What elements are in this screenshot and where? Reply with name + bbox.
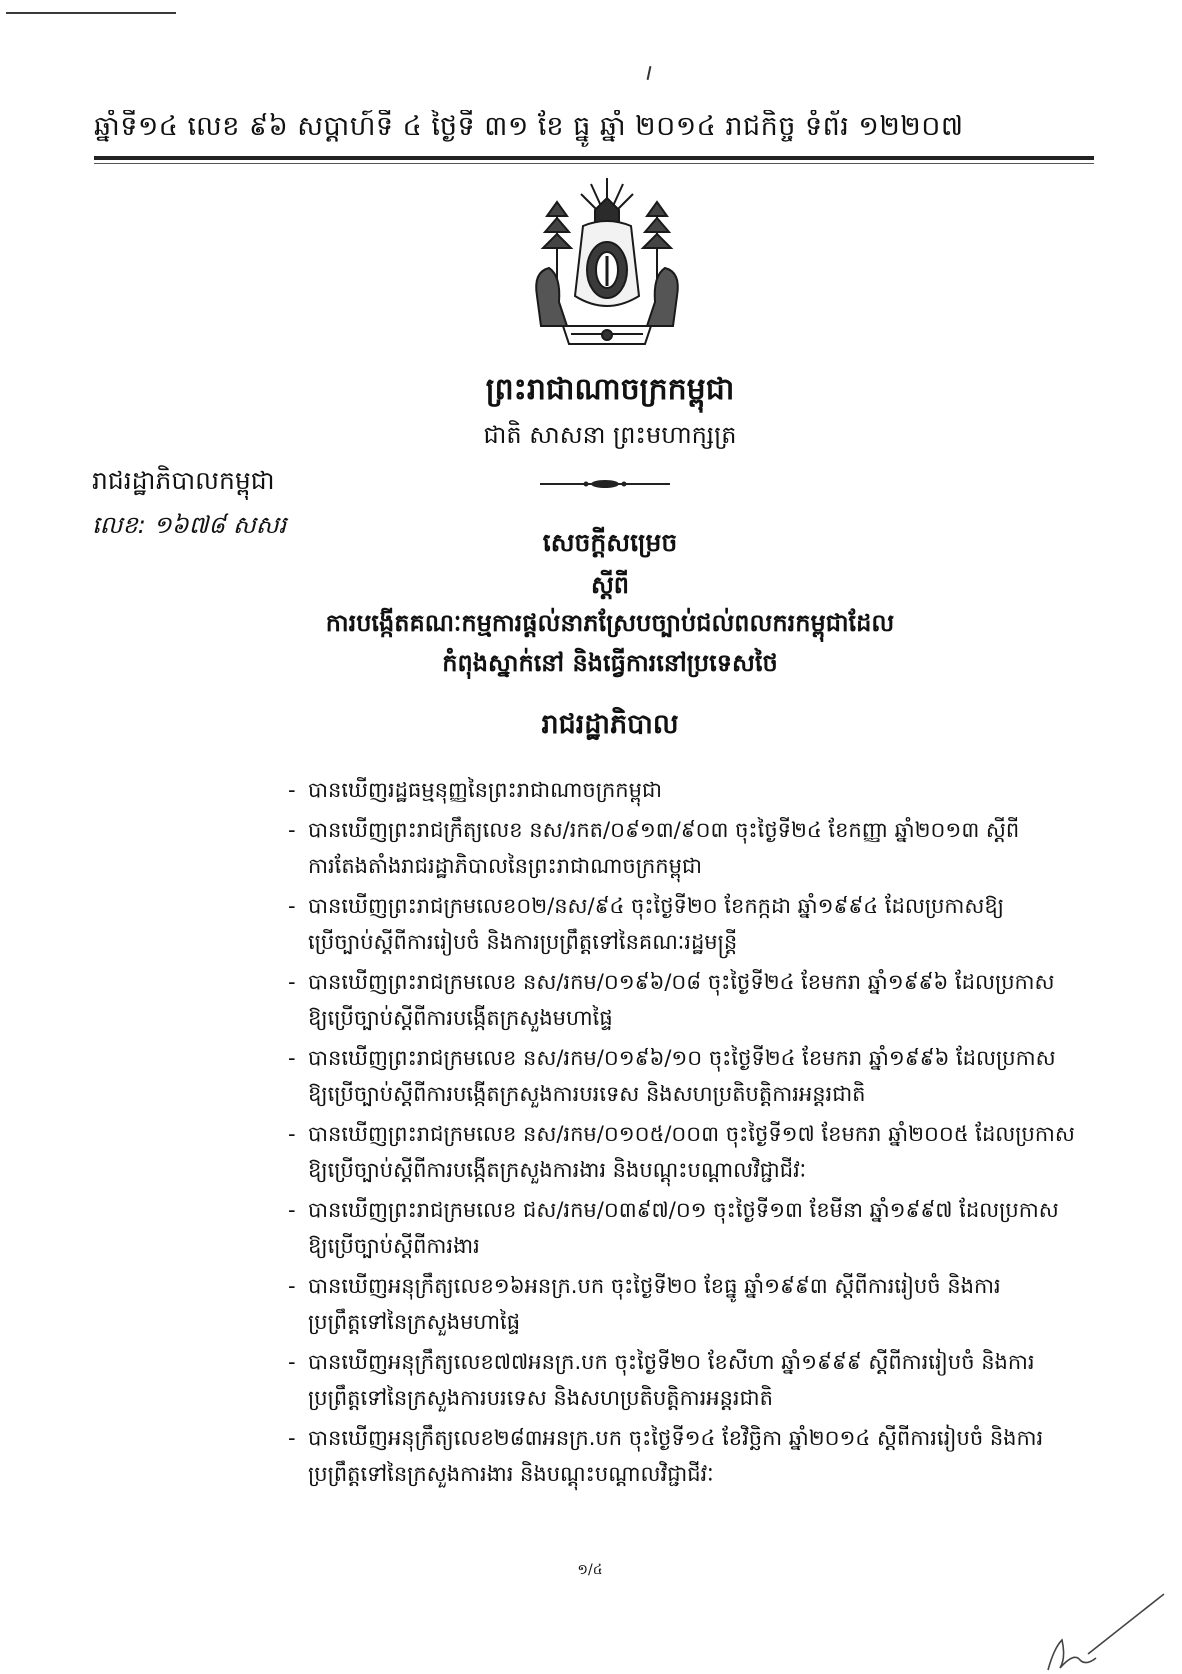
document-about: ស្តីពី bbox=[590, 571, 630, 599]
clause-line: ប្រព្រឹត្តទៅនៃក្រសួងការងារ និងបណ្តុះបណ្តាលវិជ្ជាជីវៈ bbox=[308, 1462, 714, 1486]
clause-item bbox=[288, 888, 1088, 960]
clause-line: - បានឃើញព្រះរាជក្រមលេខ នស/រកម/០១៩៦/០៨ ចុះថ្ងៃទី២៤ ខែមករា ឆ្នាំ១៩៩៦ ដែលប្រកាស bbox=[308, 970, 1055, 994]
document-number: លេខ: ១៦៧៨ សសរ bbox=[92, 511, 287, 539]
kingdom-heading: ព្រះរាជាណាចក្រកម្ពុជា bbox=[485, 372, 735, 407]
clause-item bbox=[288, 812, 1088, 884]
clause-line: ប្រព្រឹត្តទៅនៃក្រសួងមហាផ្ទៃ bbox=[308, 1310, 521, 1334]
clause-line: - បានឃើញអនុក្រឹត្យលេខ២៨៣អនក្រ.បក ចុះថ្ងៃទី១៤ ខែវិច្ឆិកា ឆ្នាំ២០១៤ ស្តីពីការរៀបចំ និងការ bbox=[308, 1426, 1044, 1450]
gazette-header: ឆ្នាំទី១៤ លេខ ៩៦ សប្តាហ៍ទី ៤ ថ្ងៃទី ៣១ ខែ ធ្នូ ឆ្នាំ ២០១៤ រាជកិច្ច ទំព័រ ១២២០៧ bbox=[94, 111, 964, 142]
clause-item bbox=[288, 1344, 1088, 1416]
document-subject-line-2: កំពុងស្នាក់នៅ និងធ្វើការនៅប្រទេសថៃ bbox=[442, 649, 778, 677]
clause-line: - បានឃើញអនុក្រឹត្យលេខ៧៧អនក្រ.បក ចុះថ្ងៃទី២០ ខែសីហា ឆ្នាំ១៩៩៩ ស្តីពីការរៀបចំ និងការ bbox=[308, 1350, 1035, 1374]
clause-line: ប្រើច្បាប់ស្តីពីការរៀបចំ និងការប្រព្រឹត្តទៅនៃគណៈរដ្ឋមន្ត្រី bbox=[308, 930, 738, 954]
clause-line: - បានឃើញអនុក្រឹត្យលេខ១៦អនក្រ.បក ចុះថ្ងៃទី២០ ខែធ្នូ ឆ្នាំ១៩៩៣ ស្តីពីការរៀបចំ និងការ bbox=[308, 1274, 1001, 1298]
document-type: សេចក្តីសម្រេច bbox=[542, 528, 678, 557]
clause-line: - បានឃើញព្រះរាជក្រមលេខ០២/នស/៩៤ ចុះថ្ងៃទី២០ ខែកក្កដា ឆ្នាំ១៩៩៤ ដែលប្រកាសឱ្យ bbox=[308, 894, 1004, 918]
clause-item bbox=[288, 964, 1088, 1036]
clause-line: ឱ្យប្រើច្បាប់ស្តីពីការបង្កើតក្រសួងការងារ និងបណ្តុះបណ្តាលវិជ្ជាជីវៈ bbox=[308, 1158, 807, 1182]
decision-issuer: រាជរដ្ឋាភិបាល bbox=[541, 709, 679, 740]
scan-edge-mark bbox=[6, 12, 176, 14]
header-rule-thin bbox=[94, 163, 1094, 164]
clause-item bbox=[288, 1192, 1088, 1264]
clause-line: ឱ្យប្រើច្បាប់ស្តីពីការបង្កើតក្រសួងការបរទេស និងសហប្រតិបត្តិការអន្តរជាតិ bbox=[308, 1082, 866, 1106]
clause-item bbox=[288, 1420, 1088, 1492]
clause-item bbox=[288, 772, 1088, 808]
clause-item bbox=[288, 1116, 1088, 1188]
clause-line: ការតែងតាំងរាជរដ្ឋាភិបាលនៃព្រះរាជាណាចក្រកម្ពុជា bbox=[308, 854, 702, 878]
clause-line: - បានឃើញព្រះរាជក្រឹត្យលេខ នស/រកត/០៩១៣/៩០៣ ចុះថ្ងៃទី២៤ ខែកញ្ញា ឆ្នាំ២០១៣ ស្តីពី bbox=[308, 818, 1020, 842]
handwritten-signature-icon bbox=[1040, 1588, 1170, 1672]
clause-line: ឱ្យប្រើច្បាប់ស្តីពីការងារ bbox=[308, 1234, 480, 1258]
clause-item bbox=[288, 1040, 1088, 1112]
clause-line: - បានឃើញព្រះរាជក្រមលេខ នស/រកម/០១០៥/០០៣ ចុះថ្ងៃទី១៧ ខែមករា ឆ្នាំ២០០៥ ដែលប្រកាស bbox=[308, 1122, 1075, 1146]
national-motto: ជាតិ សាសនា ព្រះមហាក្សត្រ bbox=[483, 421, 737, 449]
reference-clauses bbox=[288, 772, 1088, 1496]
header-rule bbox=[94, 156, 1094, 160]
clause-line: ប្រព្រឹត្តទៅនៃក្រសួងការបរទេស និងសហប្រតិបត្តិការអន្តរជាតិ bbox=[308, 1386, 773, 1410]
clause-line: - បានឃើញរដ្ឋធម្មនុញ្ញនៃព្រះរាជាណាចក្រកម្ពុជា bbox=[308, 778, 662, 802]
page-number: ១/៤ bbox=[577, 1562, 603, 1578]
document-subject-line-1: ការបង្កើតគណៈកម្មការផ្តល់នាភស្រែបច្បាប់ជល់ពលករកម្ពុជាដែល bbox=[325, 609, 895, 637]
scan-tick-mark bbox=[647, 66, 652, 80]
royal-emblem-icon bbox=[527, 176, 687, 352]
clause-line: ឱ្យប្រើច្បាប់ស្តីពីការបង្កើតក្រសួងមហាផ្ទៃ bbox=[308, 1006, 613, 1030]
clause-line: - បានឃើញព្រះរាជក្រមលេខ នស/រកម/០១៩៦/១០ ចុះថ្ងៃទី២៤ ខែមករា ឆ្នាំ១៩៩៦ ដែលប្រកាស bbox=[308, 1046, 1056, 1070]
clause-line: - បានឃើញព្រះរាជក្រមលេខ ជស/រកម/០៣៩៧/០១ ចុះថ្ងៃទី១៣ ខែមីនា ឆ្នាំ១៩៩៧ ដែលប្រកាស bbox=[308, 1198, 1059, 1222]
ornament-divider-icon bbox=[540, 478, 670, 490]
clause-item bbox=[288, 1268, 1088, 1340]
issuing-government: រាជរដ្ឋាភិបាលកម្ពុជា bbox=[92, 466, 275, 495]
